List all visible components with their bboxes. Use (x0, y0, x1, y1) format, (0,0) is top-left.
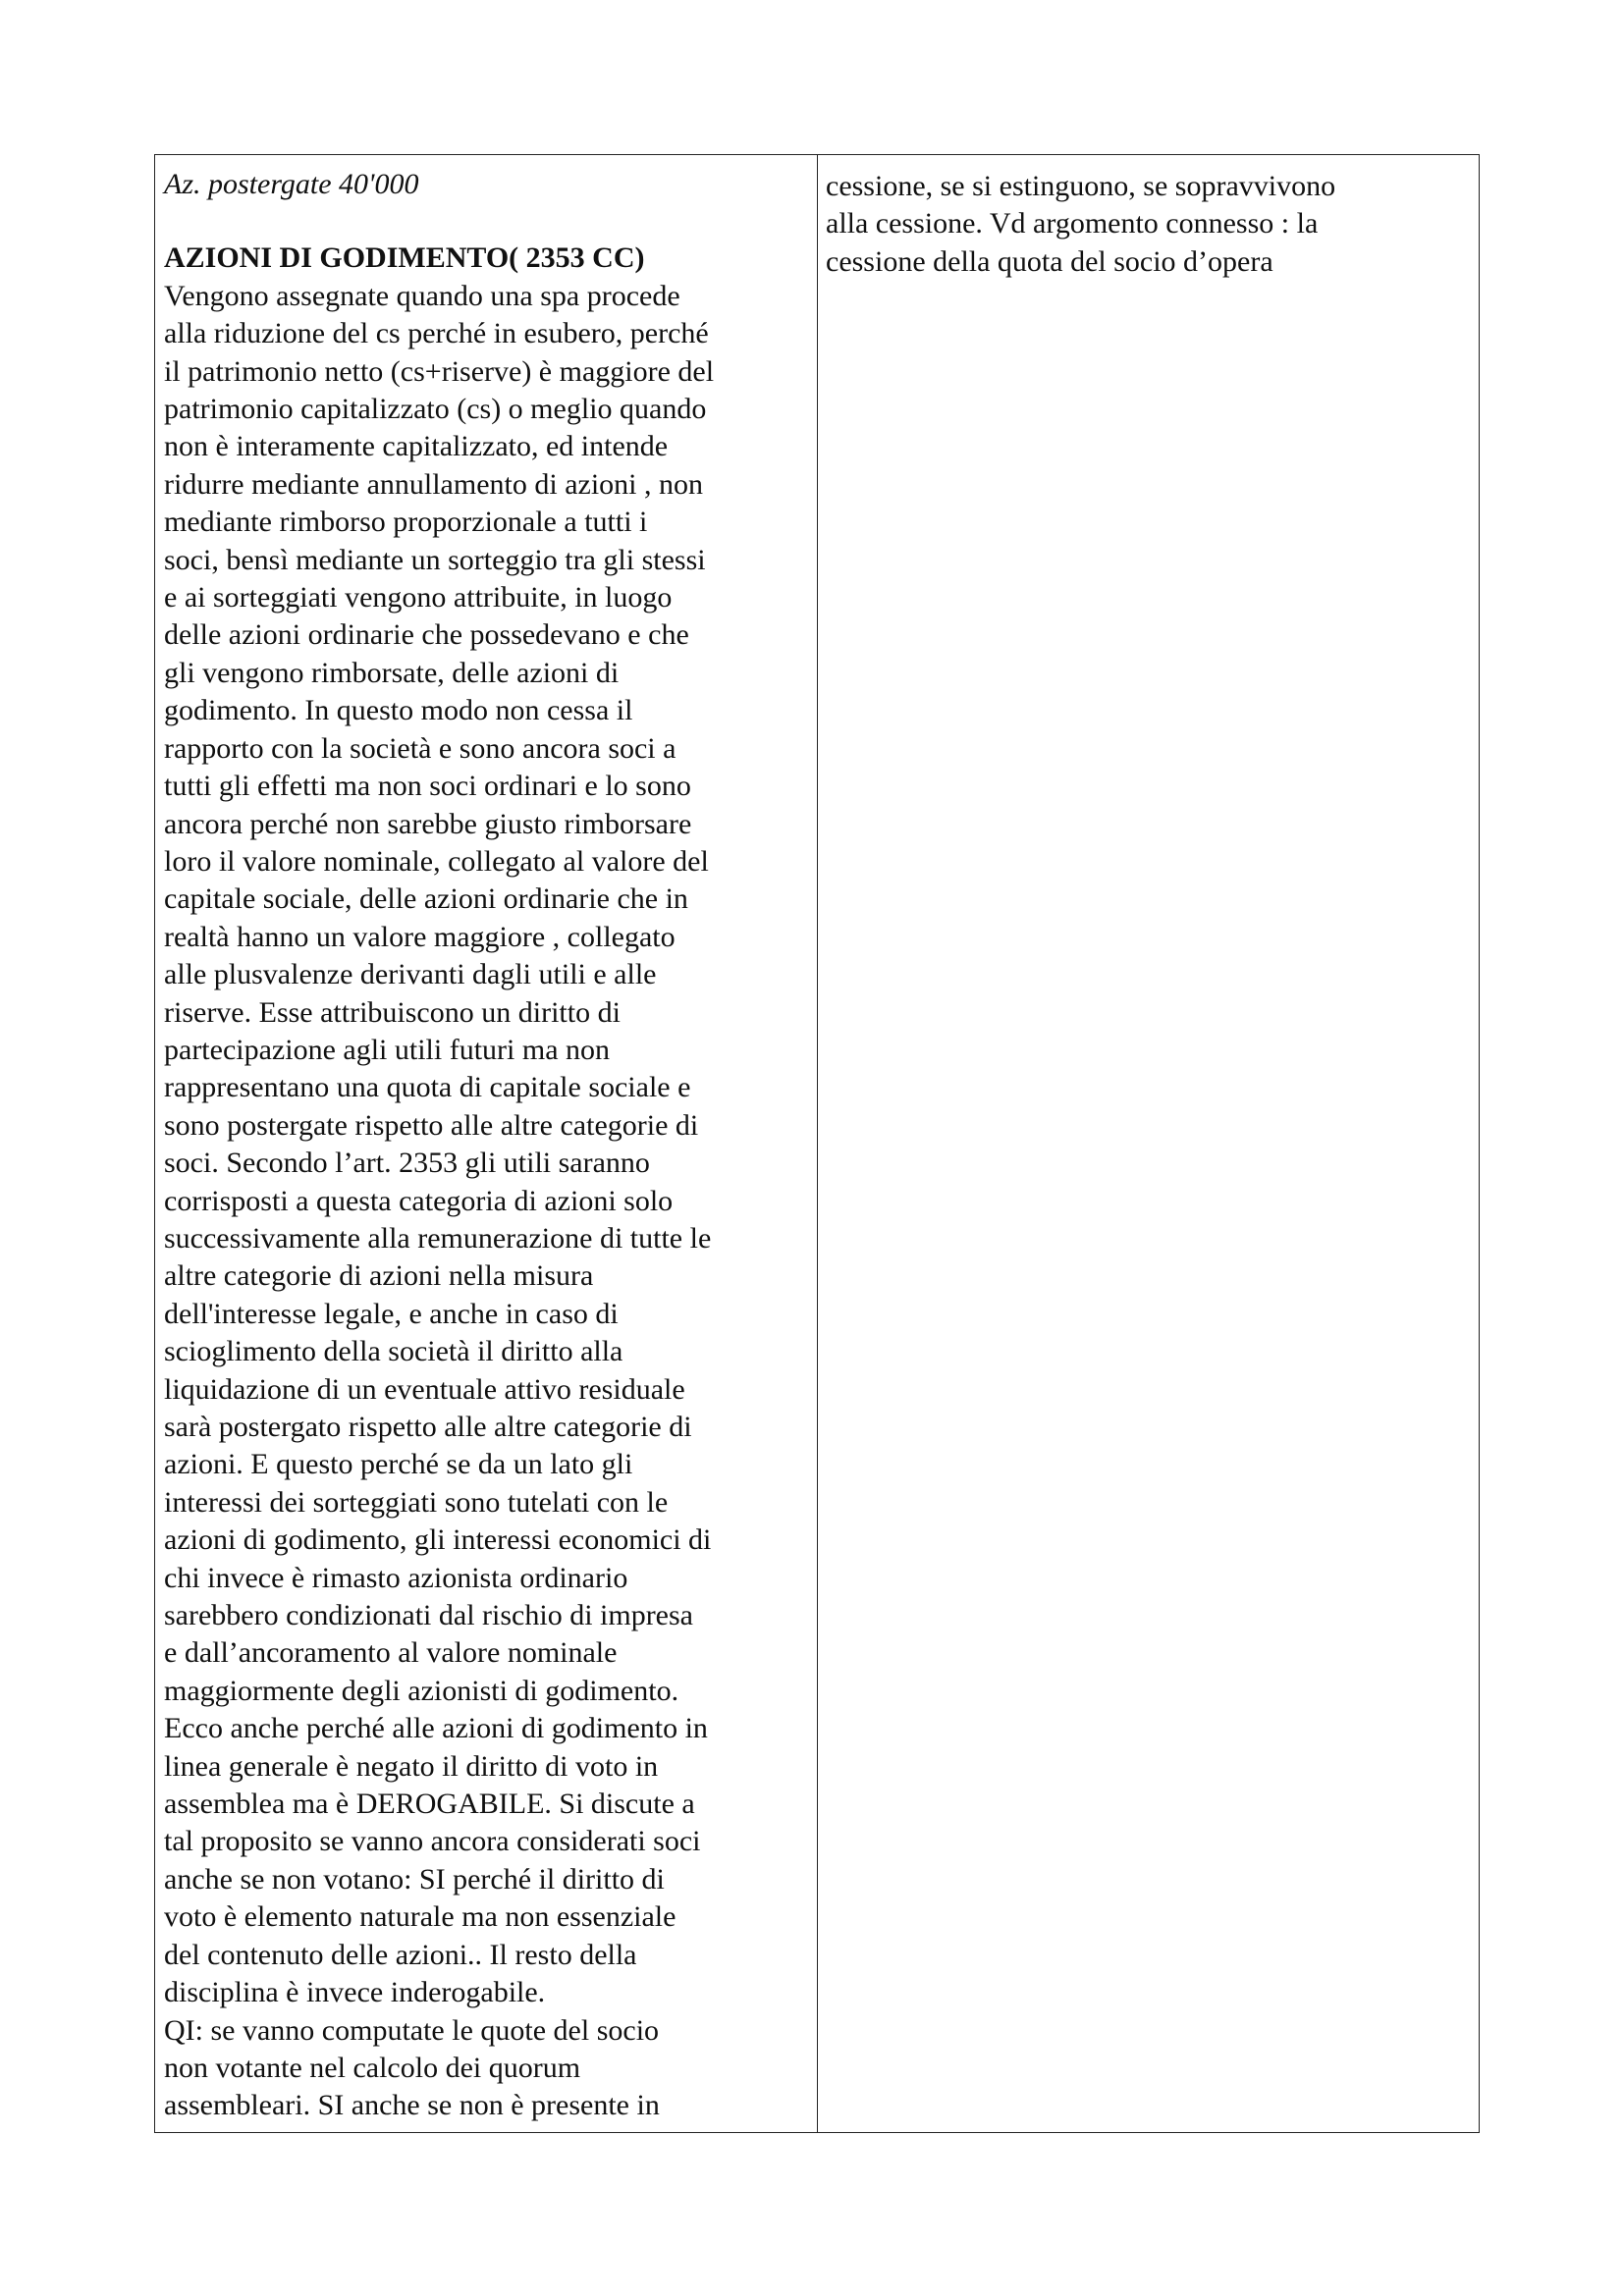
body-line: ridurre mediante annullamento di azioni , non (164, 467, 703, 501)
body-line: altre categorie di azioni nella misura (164, 1259, 594, 1293)
body-line: maggiormente degli azionisti di godimento. (164, 1674, 679, 1707)
right-body-line: alla cessione. Vd argomento connesso : la (826, 207, 1319, 240)
body-line: tal proposito se vanno ancora considerati soci (164, 1825, 701, 1858)
paragraph-spacer (164, 203, 807, 240)
body-line: sono postergate rispetto alle altre categorie di (164, 1108, 699, 1142)
body-line: voto è elemento naturale ma non essenziale (164, 1900, 676, 1934)
section-heading: AZIONI DI GODIMENTO( 2353 CC) (164, 241, 645, 275)
body-line: corrisposti a questa categoria di azioni solo (164, 1184, 674, 1217)
body-line: Ecco anche perché alle azioni di godimento in (164, 1712, 708, 1745)
intro-line: Az. postergate 40'000 (164, 168, 419, 200)
body-line: soci. Secondo l’art. 2353 gli utili saranno (164, 1147, 650, 1180)
right-body-line: cessione della quota del socio d’opera (826, 244, 1273, 278)
body-line: rapporto con la società e sono ancora soci a (164, 731, 676, 765)
body-line: linea generale è negato il diritto di voto in (164, 1749, 659, 1783)
body-line: chi invece è rimasto azionista ordinario (164, 1561, 628, 1594)
body-line: assembleari. SI anche se non è presente in (164, 2089, 660, 2122)
body-line: godimento. In questo modo non cessa il (164, 694, 633, 727)
body-line: sarà postergato rispetto alle altre categorie di (164, 1411, 692, 1443)
body-line: liquidazione di un eventuale attivo residuale (164, 1372, 685, 1406)
body-line: azioni di godimento, gli interessi economici di (164, 1523, 712, 1557)
body-line: e ai sorteggiati vengono attribuite, in luogo (164, 581, 673, 614)
left-body-text (164, 278, 807, 2125)
body-line: realtà hanno un valore maggiore , collegato (164, 920, 676, 953)
body-line: partecipazione agli utili futuri ma non (164, 1033, 611, 1066)
right-body-line: cessione, se si estinguono, se sopravvivono (826, 170, 1336, 202)
body-line: interessi dei sorteggiati sono tutelati con le (164, 1485, 669, 1519)
body-line: il patrimonio netto (cs+riserve) è maggiore del (164, 354, 715, 388)
body-line: QI: se vanno computate le quote del socio (164, 2013, 660, 2047)
body-line: gli vengono rimborsate, delle azioni di (164, 656, 620, 689)
body-line: e dall’ancoramento al valore nominale (164, 1636, 618, 1670)
body-line: assemblea ma è DEROGABILE. Si discute a (164, 1788, 695, 1821)
left-column (155, 155, 818, 2132)
body-line: soci, bensì mediante un sorteggio tra gli stessi (164, 543, 706, 576)
body-line: del contenuto delle azioni.. Il resto della (164, 1938, 637, 1971)
body-line: anche se non votano: SI perché il diritto di (164, 1862, 665, 1896)
body-line: non è interamente capitalizzato, ed intende (164, 430, 669, 463)
body-line: scioglimento della società il diritto alla (164, 1335, 623, 1368)
body-line: sarebbero condizionati dal rischio di impresa (164, 1599, 693, 1632)
body-line: delle azioni ordinarie che possedevano e che (164, 618, 689, 652)
document-table (154, 154, 1480, 2133)
body-line: alla riduzione del cs perché in esubero, perché (164, 317, 709, 350)
body-line: patrimonio capitalizzato (cs) o meglio quando (164, 393, 707, 426)
body-line: tutti gli effetti ma non soci ordinari e lo sono (164, 770, 691, 803)
right-column (818, 155, 1479, 2132)
body-line: non votante nel calcolo dei quorum (164, 2051, 581, 2084)
body-line: riserve. Esse attribuiscono un diritto di (164, 995, 621, 1029)
body-line: ancora perché non sarebbe giusto rimborsare (164, 807, 692, 840)
body-line: mediante rimborso proporzionale a tutti i (164, 506, 648, 539)
body-line: successivamente alla remunerazione di tutte le (164, 1221, 712, 1255)
body-line: loro il valore nominale, collegato al valore del (164, 844, 709, 878)
body-line: rappresentano una quota di capitale sociale e (164, 1071, 691, 1104)
body-line: capitale sociale, delle azioni ordinarie che in (164, 882, 688, 916)
body-line: Vengono assegnate quando una spa procede (164, 279, 680, 312)
body-line: disciplina è invece inderogabile. (164, 1976, 546, 2009)
body-line: azioni. E questo perché se da un lato gli (164, 1448, 633, 1481)
body-line: dell'interesse legale, e anche in caso di (164, 1297, 619, 1330)
body-line: alle plusvalenze derivanti dagli utili e alle (164, 958, 657, 991)
